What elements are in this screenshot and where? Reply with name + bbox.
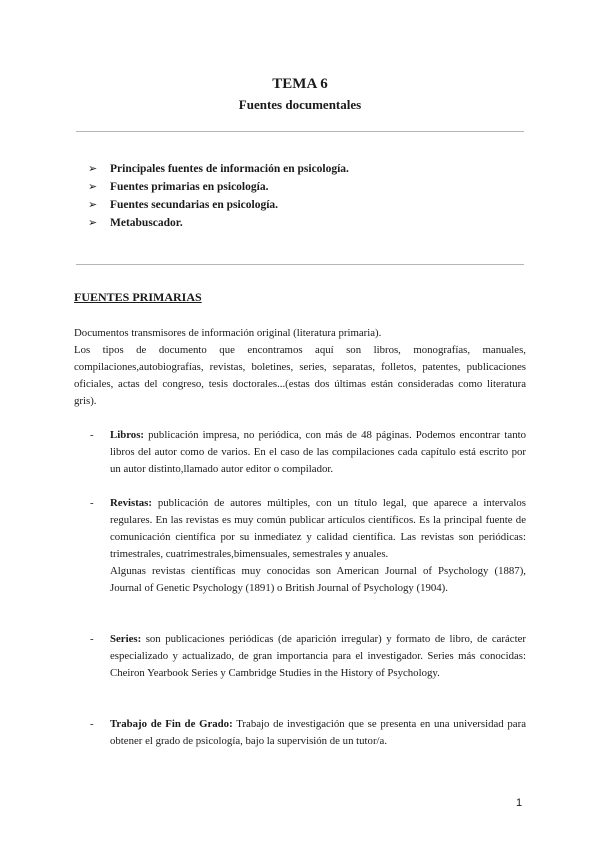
item-text: Trabajo de investigación que se presenta en una universidad para obtener el grado de psicología, bajo la supervisión de un tutor/a. xyxy=(110,718,526,747)
item-term: Series: xyxy=(110,633,142,645)
topic-item xyxy=(88,160,349,178)
item-body xyxy=(110,427,526,478)
page-number: 1 xyxy=(516,797,523,809)
item-term: Trabajo de Fin de Grado: xyxy=(110,718,233,730)
item-extra-paragraph: Algunas revistas científicas muy conocidas son American Journal of Psychology (1887), Journal of Genetic Psychology (1891) o British Journal of Psychology (1904). xyxy=(110,565,526,594)
arrow-bullet-icon: ➢ xyxy=(88,180,98,193)
dash-bullet: - xyxy=(90,497,94,509)
topic-item-label: Principales fuentes de información en psicología. xyxy=(110,163,349,175)
item-body xyxy=(110,495,526,597)
item-paragraph xyxy=(110,495,526,563)
item-term: Revistas: xyxy=(110,497,152,509)
arrow-bullet-icon: ➢ xyxy=(88,216,98,229)
item-text: publicación de autores múltiples, con un título legal, que aparece a intervalos regulares. En las revistas es muy común publicar artículos científicos. Es la principal fuente de comunicación científica por su inmediatez y calidad científica. Las revistas son periódicas: trimestrales, cuatrimestrales,bimensuales, semestrales y anuales. xyxy=(110,497,526,560)
list-item-libros xyxy=(74,427,526,478)
item-term: Libros: xyxy=(110,429,144,441)
item-body xyxy=(110,716,526,750)
topic-item-label: Fuentes primarias en psicología. xyxy=(110,181,269,193)
dash-bullet: - xyxy=(90,633,94,645)
topic-item-label: Metabuscador. xyxy=(110,217,183,229)
bottom-divider xyxy=(76,264,524,265)
topic-item xyxy=(88,214,349,232)
list-item-tfg xyxy=(74,716,526,750)
topic-item xyxy=(88,178,349,196)
item-body xyxy=(110,631,526,682)
top-divider xyxy=(76,131,524,132)
item-text: publicación impresa, no periódica, con más de 48 páginas. Podemos encontrar tanto libros del autor como de varios. En el caso de las compilaciones cada capítulo está escrito por un autor distinto,llamado autor editor o compilador. xyxy=(110,429,526,475)
topic-list xyxy=(88,160,349,232)
item-text: son publicaciones periódicas (de aparición irregular) y formato de libro, de carácter especializado y actualizado, de gran importancia para el investigador. Series más conocidas: Cheiron Yearbook Series y Cambridge Studies in the History of Psychology. xyxy=(110,633,526,679)
section-intro xyxy=(74,325,526,410)
list-item-series xyxy=(74,631,526,682)
dash-bullet: - xyxy=(90,718,94,730)
arrow-bullet-icon: ➢ xyxy=(88,162,98,175)
list-item-revistas xyxy=(74,495,526,597)
dash-bullet: - xyxy=(90,429,94,441)
document-subtitle: Fuentes documentales xyxy=(238,97,362,112)
section-heading: FUENTES PRIMARIAS xyxy=(74,290,202,304)
intro-paragraph: Documentos transmisores de información original (literatura primaria). xyxy=(74,327,382,339)
topic-item-label: Fuentes secundarias en psicología. xyxy=(110,199,279,211)
intro-paragraph: Los tipos de documento que encontramos aquí son libros, monografías, manuales, compilaciones,autobiografías, revistas, boletines, series, separatas, folletos, patentes, publicaciones oficiales, actas del congreso, tesis doctorales...(estas dos últimas están consideradas como literatura gris). xyxy=(74,344,526,407)
topic-item xyxy=(88,196,349,214)
document-title: TEMA 6 xyxy=(272,76,328,92)
arrow-bullet-icon: ➢ xyxy=(88,198,98,211)
